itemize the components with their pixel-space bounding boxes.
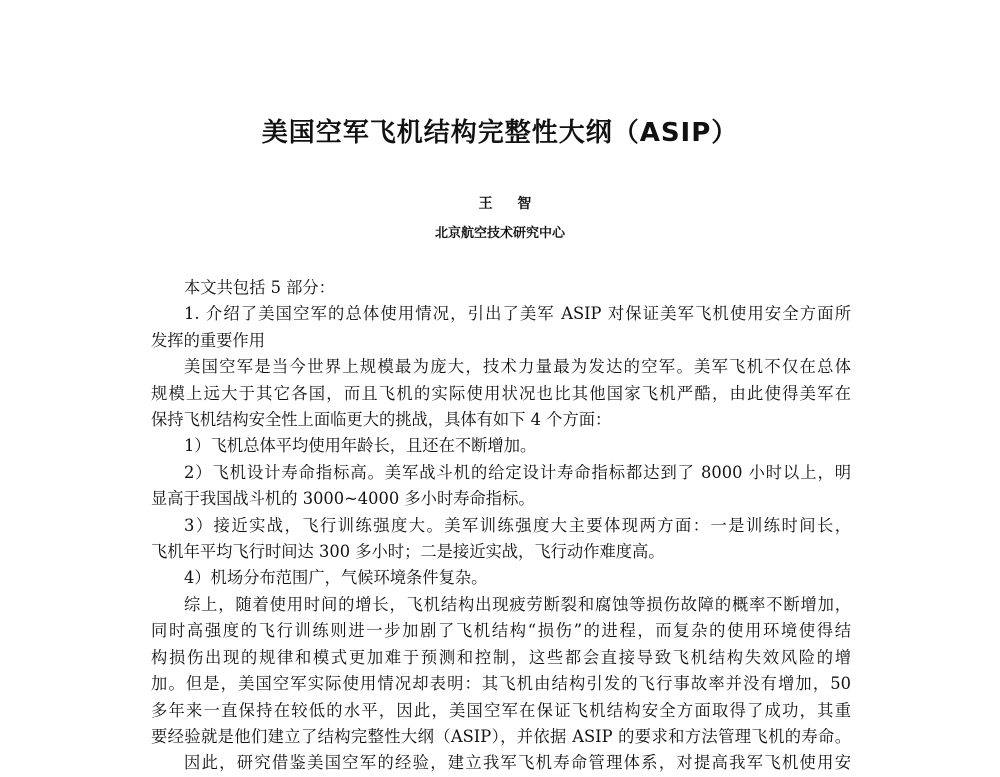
- paper-title: 美国空军飞机结构完整性大纲（ASIP）: [261, 118, 739, 148]
- text-line: 构损伤出现的规律和模式更加难于预测和控制，这些都会直接导致飞机结构失效风险的增: [151, 647, 851, 667]
- text-line: 美国空军是当今世界上规模最为庞大，技术力量最为发达的空军。美军飞机不仅在总体: [184, 357, 851, 377]
- text-line: 发挥的重要作用: [151, 330, 265, 350]
- text-line: 综上，随着使用时间的增长，飞机结构出现疲劳断裂和腐蚀等损伤故障的概率不断增加，: [184, 594, 851, 614]
- text-line: 保持飞机结构安全性上面临更大的挑战，具体有如下 4 个方面：: [151, 410, 612, 430]
- text-line: 加。但是，美国空军实际使用情况却表明：其飞机由结构引发的飞行事故率并没有增加，50: [151, 674, 851, 694]
- text-line: 2）飞机设计寿命指标高。美军战斗机的给定设计寿命指标都达到了 8000 小时以上，明: [184, 462, 851, 482]
- author-name: 王 智: [478, 196, 542, 212]
- text-line: 本文共包括 5 部分：: [184, 278, 335, 297]
- text-line: 多年来一直保持在较低的水平，因此，美国空军在保证飞机结构安全方面取得了成功，其重: [151, 700, 851, 720]
- text-line: 3）接近实战，飞行训练强度大。美军训练强度大主要体现两方面：一是训练时间长，: [184, 515, 851, 535]
- text-line: 同时高强度的飞行训练则进一步加剧了飞机结构“损伤”的进程，而复杂的使用环境使得结: [151, 621, 851, 641]
- text-line: 规模上远大于其它各国，而且飞机的实际使用状况也比其他国家飞机严酷，由此使得美军在: [151, 383, 851, 403]
- text-line: 飞机年平均飞行时间达 300 多小时；二是接近实战，飞行动作难度高。: [151, 542, 665, 562]
- text-line: 显高于我国战斗机的 3000~4000 多小时寿命指标。: [151, 489, 535, 509]
- text-line: 4）机场分布范围广，气候环境条件复杂。: [184, 568, 488, 588]
- body-text: [151, 275, 851, 777]
- text-line: 1. 介绍了美国空军的总体使用情况，引出了美军 ASIP 对保证美军飞机使用安全方面所: [184, 304, 851, 324]
- text-line: 1）飞机总体平均使用年龄长，且还在不断增加。: [184, 436, 537, 456]
- author-affiliation: 北京航空技术研究中心: [434, 226, 565, 241]
- text-line: 因此，研究借鉴美国空军的经验，建立我军飞机寿命管理体系，对提高我军飞机使用安: [184, 753, 851, 773]
- text-line: 要经验就是他们建立了结构完整性大纲（ASIP），并依据 ASIP 的要求和方法管理飞机的寿命。: [151, 726, 851, 746]
